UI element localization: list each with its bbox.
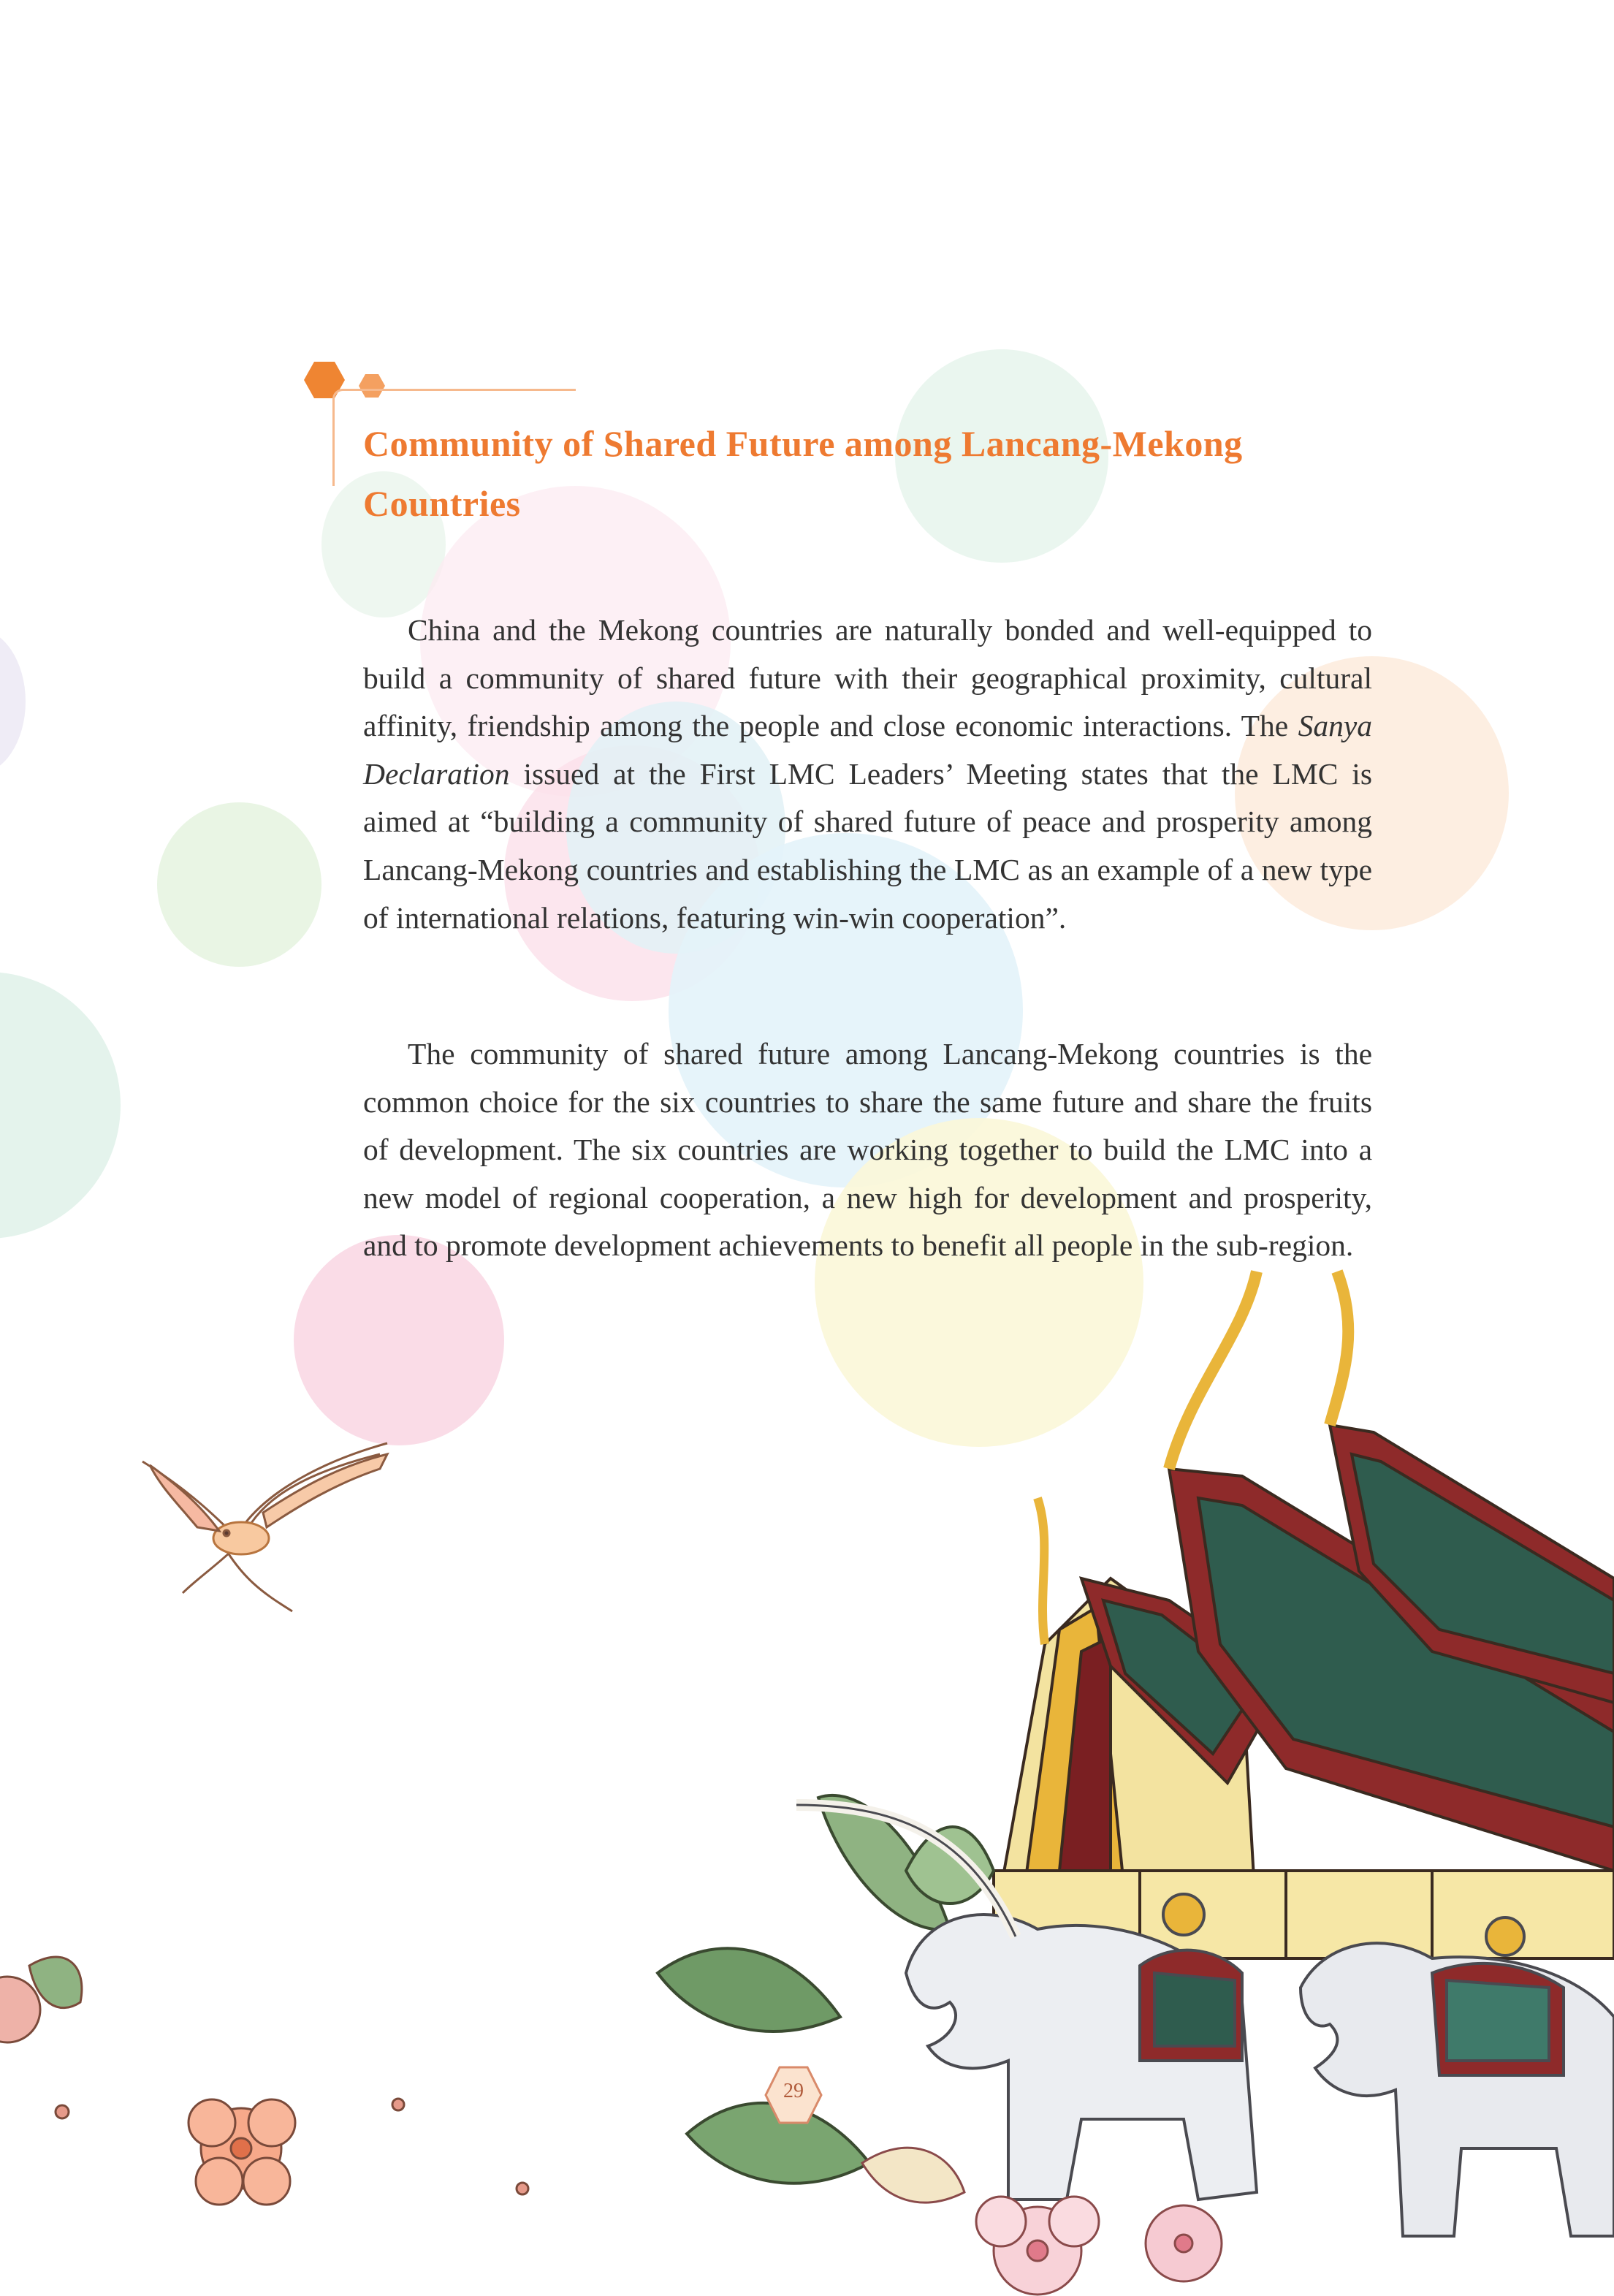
bird-illustration-icon (142, 1443, 387, 1611)
flower-illustration-icon (0, 1957, 528, 2205)
page-title-line-1: Community of Shared Future among Lancang-Mekong (363, 423, 1243, 464)
page-title-line-2: Countries (363, 483, 521, 524)
paragraph-1-text-a: China and the Mekong countries are naturally bonded and well-equipped to build a community of shared future with their geographical proximity, cultural affinity, friendship among the people and close economic interactions. The (363, 613, 1372, 743)
temple-illustration-icon (994, 1271, 1614, 1958)
page-number: 29 (783, 2080, 804, 2102)
paragraph-1-text-b: issued at the First LMC Leaders’ Meeting states that the LMC is aimed at “building a community of shared future of peace and prosperity among Lancang-Mekong countries and establishing the LMC as an example of a new type of international relations, featuring win-win cooperation”. (363, 756, 1372, 935)
paragraph-2: The community of shared future among Lancang-Mekong countries is the common choice for the six countries to share the same future and share the fruits of development. The six countries are working together to build the LMC into a new model of regional cooperation, a new high for development and prosperity, and to promote development achievements to benefit all people in the sub-region. (363, 1037, 1372, 1263)
sanya-declaration-title: Sanya Declaration (363, 709, 1372, 791)
